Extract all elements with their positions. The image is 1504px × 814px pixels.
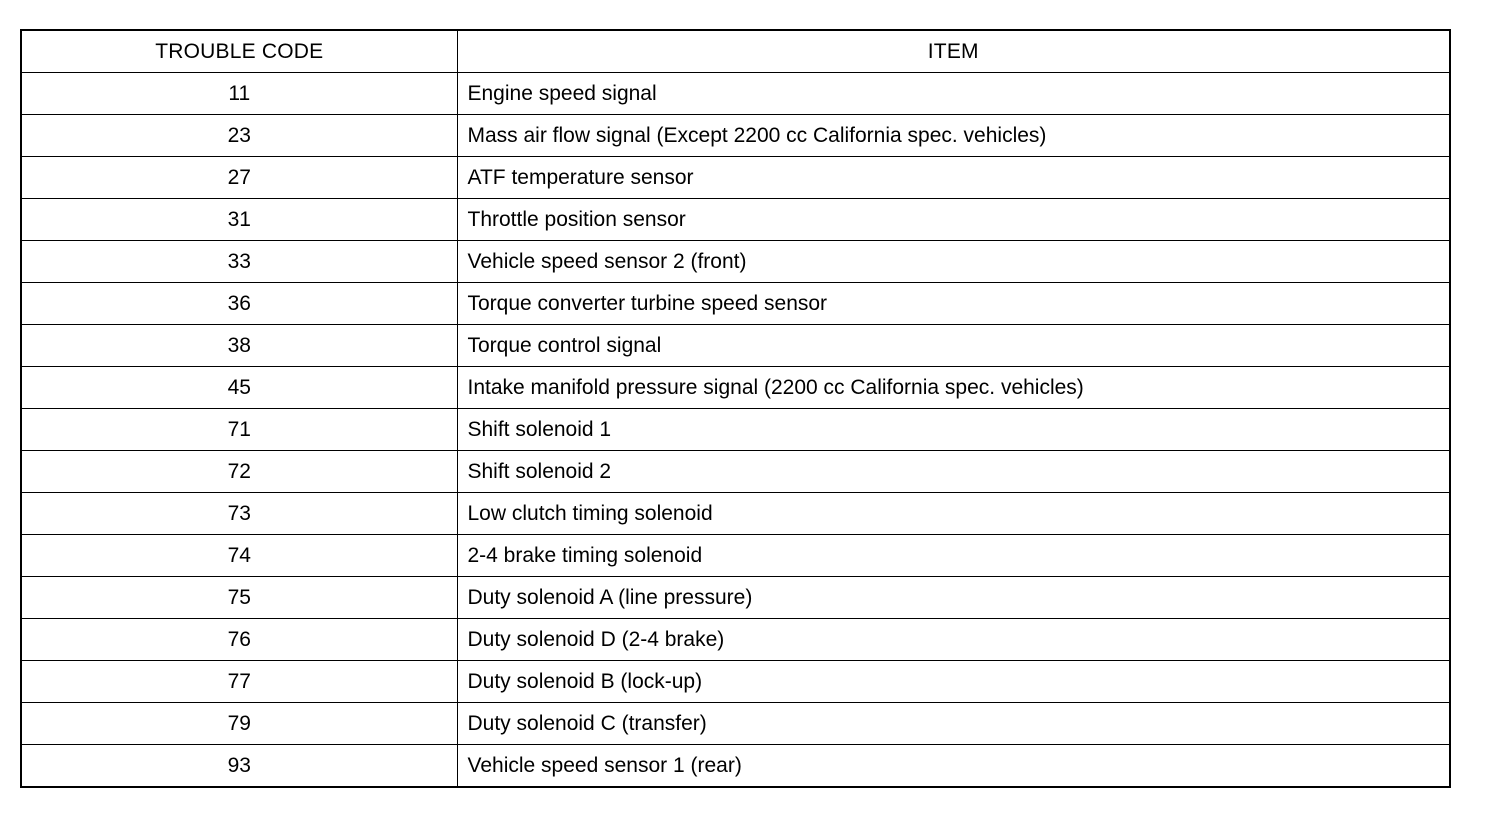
trouble-code-cell: 45 (21, 367, 457, 409)
item-cell: Duty solenoid B (lock-up) (457, 661, 1450, 703)
table-row (21, 73, 1450, 115)
item-cell: ATF temperature sensor (457, 157, 1450, 199)
item-cell: Torque converter turbine speed sensor (457, 283, 1450, 325)
item-cell: Shift solenoid 2 (457, 451, 1450, 493)
trouble-code-table-container (20, 29, 1451, 788)
table-row (21, 451, 1450, 493)
table-row (21, 409, 1450, 451)
table-row (21, 703, 1450, 745)
trouble-code-cell: 71 (21, 409, 457, 451)
table-row (21, 577, 1450, 619)
item-cell: Low clutch timing solenoid (457, 493, 1450, 535)
trouble-code-cell: 79 (21, 703, 457, 745)
trouble-code-cell: 11 (21, 73, 457, 115)
item-cell: Duty solenoid D (2-4 brake) (457, 619, 1450, 661)
item-cell: Intake manifold pressure signal (2200 cc California spec. vehicles) (457, 367, 1450, 409)
trouble-code-cell: 72 (21, 451, 457, 493)
trouble-code-cell: 36 (21, 283, 457, 325)
table-row (21, 157, 1450, 199)
table-row (21, 535, 1450, 577)
table-row (21, 619, 1450, 661)
trouble-code-cell: 33 (21, 241, 457, 283)
table-row (21, 745, 1450, 788)
item-cell: Vehicle speed sensor 2 (front) (457, 241, 1450, 283)
table-header-row (21, 30, 1450, 73)
trouble-code-cell: 93 (21, 745, 457, 788)
table-row (21, 241, 1450, 283)
table-row (21, 493, 1450, 535)
item-cell: Shift solenoid 1 (457, 409, 1450, 451)
item-cell: 2-4 brake timing solenoid (457, 535, 1450, 577)
item-cell: Engine speed signal (457, 73, 1450, 115)
table-row (21, 661, 1450, 703)
header-item: ITEM (457, 30, 1450, 73)
trouble-code-cell: 73 (21, 493, 457, 535)
table-row (21, 283, 1450, 325)
table-row (21, 115, 1450, 157)
trouble-code-cell: 74 (21, 535, 457, 577)
trouble-code-cell: 75 (21, 577, 457, 619)
trouble-code-cell: 76 (21, 619, 457, 661)
item-cell: Mass air flow signal (Except 2200 cc California spec. vehicles) (457, 115, 1450, 157)
item-cell: Torque control signal (457, 325, 1450, 367)
trouble-code-cell: 77 (21, 661, 457, 703)
table-row (21, 325, 1450, 367)
item-cell: Vehicle speed sensor 1 (rear) (457, 745, 1450, 788)
item-cell: Duty solenoid C (transfer) (457, 703, 1450, 745)
trouble-code-cell: 27 (21, 157, 457, 199)
trouble-code-table (20, 29, 1451, 788)
trouble-code-cell: 31 (21, 199, 457, 241)
item-cell: Throttle position sensor (457, 199, 1450, 241)
trouble-code-cell: 38 (21, 325, 457, 367)
trouble-code-cell: 23 (21, 115, 457, 157)
table-row (21, 367, 1450, 409)
table-row (21, 199, 1450, 241)
item-cell: Duty solenoid A (line pressure) (457, 577, 1450, 619)
header-trouble-code: TROUBLE CODE (21, 30, 457, 73)
